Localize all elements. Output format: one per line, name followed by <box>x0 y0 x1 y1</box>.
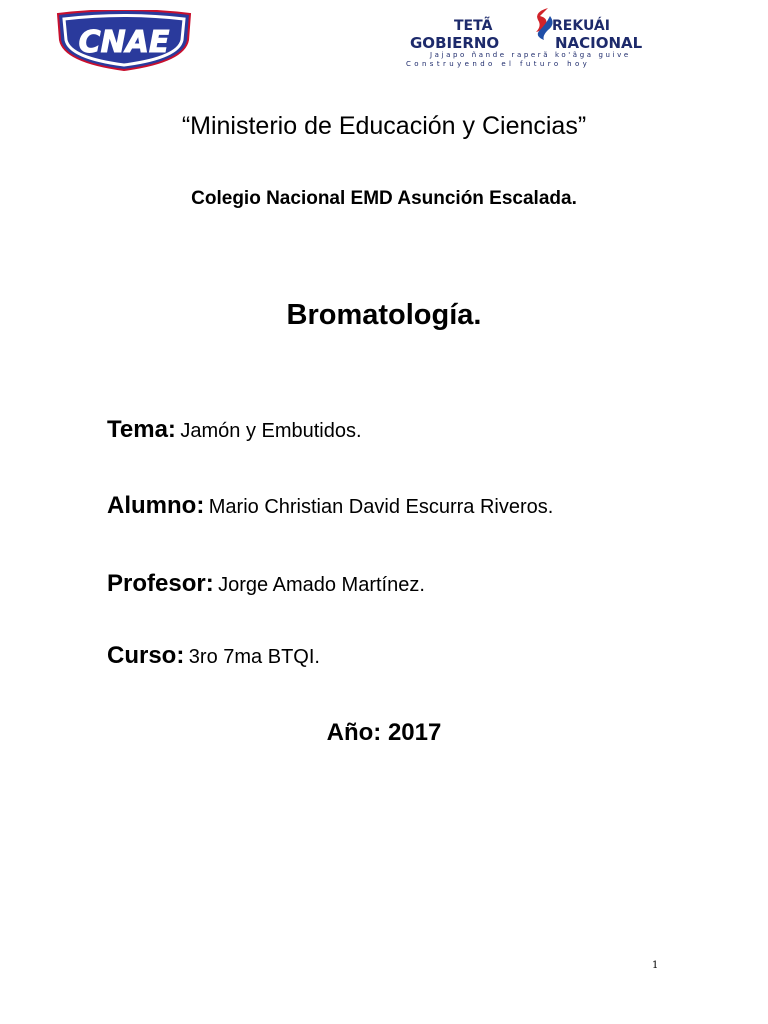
student-field <box>107 492 553 520</box>
topic-field <box>107 416 362 444</box>
logo-rekuai-text: REKUÁI <box>552 18 610 34</box>
topic-label: Tema: <box>107 416 176 443</box>
topic-value: Jamón y Embutidos. <box>180 420 362 442</box>
teacher-value: Jorge Amado Martínez. <box>218 574 425 596</box>
teacher-field <box>107 570 425 598</box>
subject-title: Bromatología. <box>286 299 482 331</box>
teacher-label: Profesor: <box>107 570 214 597</box>
gobierno-nacional-logo <box>400 6 690 68</box>
course-field <box>107 642 320 670</box>
logo-teta-text: TETÃ <box>454 18 493 34</box>
student-value: Mario Christian David Escurra Riveros. <box>208 496 554 518</box>
page-number: 1 <box>652 960 659 971</box>
course-label: Curso: <box>107 642 185 669</box>
course-value: 3ro 7ma BTQI. <box>188 646 320 668</box>
logo-nacional-text: NACIONAL <box>555 34 643 52</box>
cnae-logo <box>52 10 196 72</box>
logo-guarani-slogan: Jajapo ñande raperã ko'ãga guive <box>430 51 631 59</box>
year-line: Año: 2017 <box>326 719 442 746</box>
cnae-logo-text: CNAE <box>78 25 170 60</box>
logo-gobierno-text: GOBIERNO <box>410 34 500 52</box>
ministry-title: “Ministerio de Educación y Ciencias” <box>181 112 587 140</box>
logo-spanish-slogan: Construyendo el futuro hoy <box>406 60 591 68</box>
student-label: Alumno: <box>107 492 205 519</box>
school-name: Colegio Nacional EMD Asunción Escalada. <box>191 188 577 209</box>
cnae-shield-icon <box>52 10 196 72</box>
